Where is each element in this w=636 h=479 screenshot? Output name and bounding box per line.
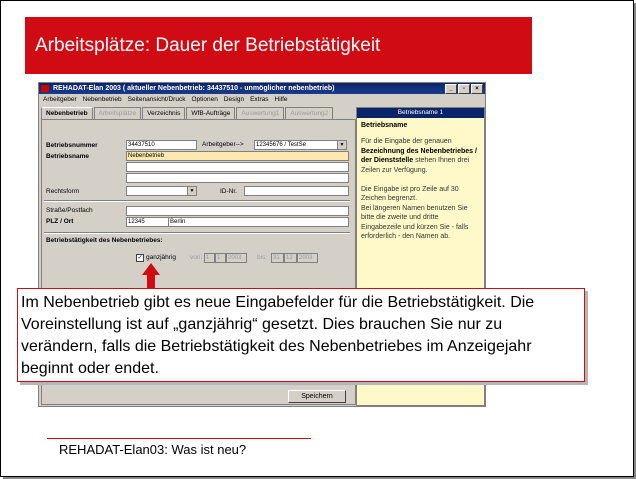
window-controls — [445, 84, 483, 94]
idnr-field[interactable] — [244, 186, 349, 196]
menu-seitenansicht[interactable]: Seitenansicht/Druck — [127, 96, 186, 103]
window-titlebar — [39, 83, 485, 94]
slide-title: Arbeitsplätze: Dauer der Betriebstätigkeit — [35, 35, 381, 56]
help-panel-title: Betriebsname 1 — [357, 108, 484, 118]
idnr-label: ID-Nr. — [220, 188, 237, 195]
betriebsname-field-1[interactable]: Nebenbetrieb — [126, 151, 349, 161]
callout-box — [17, 288, 585, 382]
tab-auswertung2[interactable]: Auswertung2 — [285, 107, 333, 119]
rechtsform-label: Rechtsform — [46, 188, 80, 195]
menu-nebenbetrieb[interactable]: Nebenbetrieb — [82, 96, 122, 103]
help-bold: Bezeichnung des Nebenbetriebes / der Dienststelle — [361, 147, 477, 164]
arbeitgeber-label: Arbeitgeber--> — [202, 141, 244, 148]
betriebsname-field-3[interactable] — [126, 173, 349, 183]
bis-year-field[interactable]: 2003 — [297, 253, 318, 263]
help-intro: Für die Eingabe der genauen — [361, 138, 452, 145]
maximize-button[interactable]: ▫ — [458, 84, 470, 94]
von-label: von: — [190, 254, 203, 261]
rechtsform-field[interactable] — [126, 186, 189, 196]
menu-extras[interactable]: Extras — [250, 96, 269, 103]
footer-divider — [47, 438, 311, 439]
betriebsnummer-label: Betriebsnummer — [46, 142, 98, 149]
tab-verzeichnis[interactable]: Verzeichnis — [142, 107, 185, 119]
bis-month-field[interactable]: 12 — [284, 253, 297, 263]
plz-ort-label: PLZ / Ort — [46, 218, 74, 225]
ganzjaehrig-checkbox[interactable]: ✓ — [137, 255, 143, 261]
section-label: Betriebstätigkeit des Nebenbetriebes: — [46, 237, 163, 244]
help-rest: stehen Ihnen drei Zeilen zur Verfügung. — [361, 157, 470, 174]
help-para3: Bei längeren Namen benutzen Sie bitte die zweite und dritte Eingabezeile und kürzen Sie - falls erforderlich - den Namen ab. — [361, 204, 469, 240]
arrow-stem — [147, 273, 155, 289]
ort-field[interactable]: Berlin — [168, 217, 349, 227]
tab-strip — [41, 107, 334, 119]
bis-day-field[interactable]: 31 — [271, 253, 284, 263]
minimize-button[interactable]: _ — [445, 84, 457, 94]
close-button[interactable]: × — [471, 84, 483, 94]
tab-auswertung1[interactable]: Auswertung1 — [236, 107, 284, 119]
callout-text: Im Nebenbetrieb gibt es neue Eingabefelder für die Betriebstätigkeit. Die Voreinstellung ist auf „ganzjährig“ gesetzt. Dies brauchen Sie nur zu verändern, falls die Betriebstätigkeit des Nebenbetriebes im Anzeigejahr beginnt oder endet. — [21, 294, 535, 377]
tab-arbeitsplaetze[interactable]: Arbeitsplätze — [94, 107, 142, 119]
betriebsname-field-2[interactable] — [126, 162, 349, 172]
arbeitgeber-dropdown-icon[interactable]: ▼ — [337, 140, 347, 150]
von-day-field[interactable]: 1 — [204, 253, 215, 263]
save-button[interactable]: Speichern — [288, 390, 346, 403]
von-month-field[interactable]: 1 — [215, 253, 226, 263]
help-para2: Die Eingabe ist pro Zeile auf 30 Zeichen begrenzt. — [361, 185, 459, 202]
menu-hilfe[interactable]: Hilfe — [274, 96, 288, 103]
menubar — [39, 94, 485, 105]
tab-wfb-auftraege[interactable]: WfB-Aufträge — [186, 107, 235, 119]
ganzjaehrig-label: ganzjährig — [146, 254, 176, 261]
tab-nebenbetrieb[interactable]: Nebenbetrieb — [41, 107, 93, 119]
separator — [44, 232, 350, 234]
strasse-label: Straße/Postfach — [46, 207, 93, 214]
strasse-field[interactable] — [126, 206, 349, 216]
menu-optionen[interactable]: Optionen — [191, 96, 218, 103]
help-heading: Betriebsname — [361, 122, 408, 129]
help-body — [357, 129, 484, 242]
slide-title-bar — [25, 17, 532, 74]
bis-label: bis: — [257, 254, 268, 261]
footer-text: REHADAT-Elan03: Was ist neu? — [59, 442, 247, 457]
menu-design[interactable]: Design — [223, 96, 245, 103]
betriebsnummer-field[interactable]: 34437510 — [126, 140, 197, 150]
plz-field[interactable]: 12345 — [126, 217, 169, 227]
window-title: REHADAT-Elan 2003 ( aktueller Nebenbetrieb: 34437510 - unmöglicher nebenbetrieb) — [53, 85, 335, 92]
rechtsform-dropdown-icon[interactable]: ▼ — [187, 186, 197, 196]
app-icon — [41, 85, 49, 92]
separator — [44, 200, 350, 202]
menu-arbeitgeber[interactable]: Arbeitgeber — [43, 96, 77, 103]
arbeitgeber-field[interactable]: 12345676 / TestSe — [254, 140, 339, 150]
betriebsname-label: Betriebsname — [46, 153, 89, 160]
von-year-field[interactable]: 2003 — [226, 253, 247, 263]
